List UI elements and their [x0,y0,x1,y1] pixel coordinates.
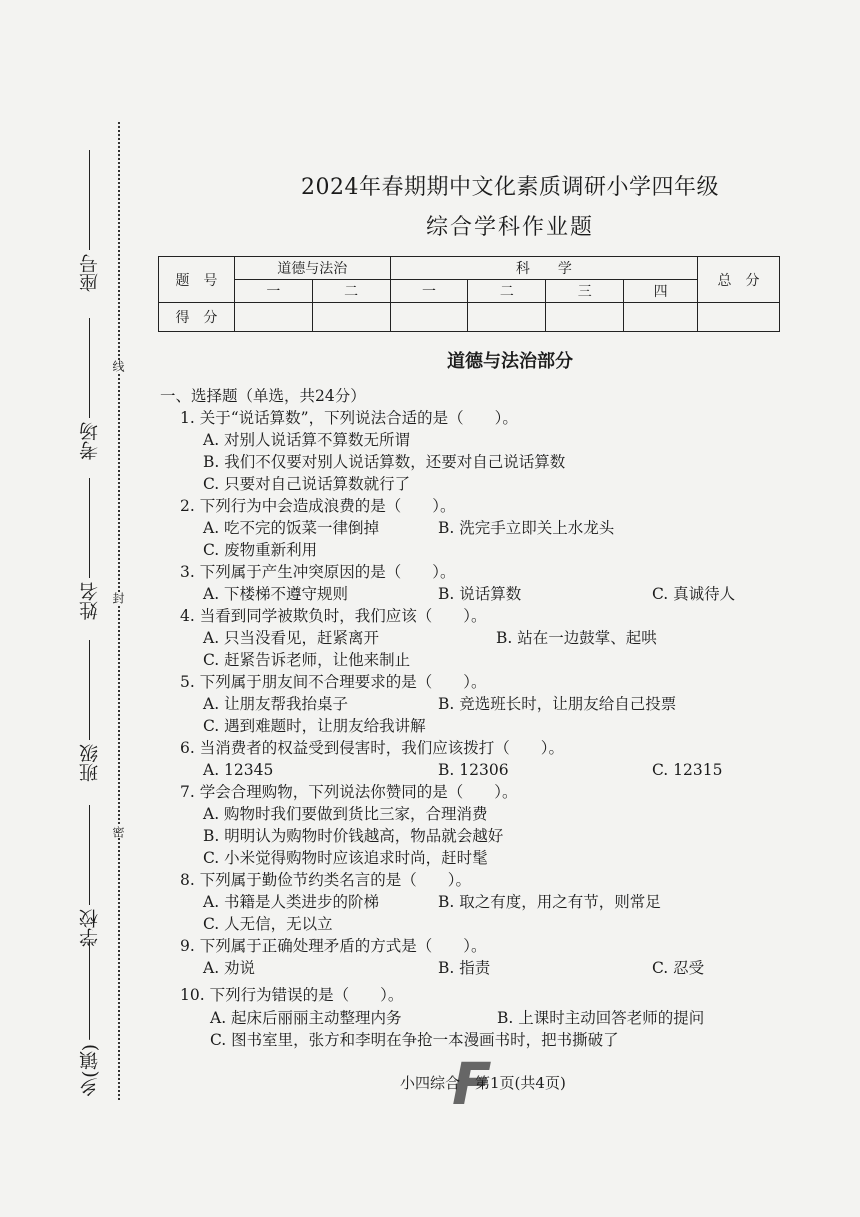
score-table-moral-col: 二 [312,280,390,303]
option-a: A. 购物时我们要做到货比三家，合理消费 [203,805,488,823]
score-table [158,256,780,332]
name-blank[interactable] [90,478,91,578]
question-stem: 5. 下列属于朋友间不合理要求的是（ ）。 [180,673,487,691]
option-b: B. 指责 [438,959,491,977]
option-c: C. 人无信，无以立 [203,915,333,933]
page-footer: 小四综合 第1页(共4页) [400,1074,566,1092]
score-table-number-label: 题 号 [159,257,235,303]
option-b: B. 洗完手立即关上水龙头 [438,519,615,537]
score-table-moral-header: 道德与法治 [234,257,390,280]
score-table-science-col: 三 [546,280,624,303]
question-stem: 10. 下列行为错误的是（ ）。 [180,986,404,1004]
score-cell-science-1[interactable] [390,303,468,332]
question-stem: 9. 下列属于正确处理矛盾的方式是（ ）。 [180,937,487,955]
question-stem: 3. 下列属于产生冲突原因的是（ ）。 [180,563,456,581]
option-b: B. 说话算数 [438,585,522,603]
part-heading: 一、选择题（单选，共24分） [160,387,366,405]
option-a: A. 下楼梯不遵守规则 [203,585,349,603]
option-c: C. 真诚待人 [652,585,736,603]
score-table-science-col: 四 [624,280,698,303]
seat-field [76,150,103,292]
option-c: C. 赶紧告诉老师，让他来制止 [203,651,411,669]
question-stem: 4. 当看到同学被欺负时，我们应该（ ）。 [180,607,487,625]
question-stem: 7. 学会合理购物，下列说法你赞同的是（ ）。 [180,783,518,801]
school-blank[interactable] [90,805,91,905]
stamp-letter: F [452,1050,492,1118]
option-b: B. 12306 [438,761,509,779]
binding-mark-seal: 封 [111,592,125,604]
option-a: A. 对别人说话算不算数无所谓 [203,431,411,449]
class-field [76,640,103,782]
option-a: A. 吃不完的饭菜一律倒掉 [203,519,380,537]
option-b: B. 取之有度，用之有节，则常足 [438,893,661,911]
option-b: B. 站在一边鼓掌、起哄 [496,629,657,647]
score-cell-moral-2[interactable] [312,303,390,332]
option-c: C. 遇到难题时，让朋友给我讲解 [203,717,426,735]
binding-mark-line: 线 [111,360,125,372]
score-cell-science-4[interactable] [624,303,698,332]
score-cell-science-2[interactable] [468,303,546,332]
question-stem: 8. 下列属于勤俭节约类名言的是（ ）。 [180,871,471,889]
option-a: A. 12345 [203,761,274,779]
exam-room-blank[interactable] [90,318,91,418]
option-b: B. 竞选班长时，让朋友给自己投票 [438,695,677,713]
score-table-science-col: 一 [390,280,468,303]
option-c: C. 废物重新利用 [203,541,318,559]
township-label: 乡(镇) [79,1044,101,1097]
option-c: C. 图书室里，张方和李明在争抢一本漫画书时，把书撕破了 [210,1031,619,1049]
question-stem: 2. 下列行为中会造成浪费的是（ ）。 [180,497,456,515]
name-field [76,478,103,620]
school-field [76,805,103,947]
option-c: C. 12315 [652,761,723,779]
option-b: B. 上课时主动回答老师的提问 [497,1009,705,1027]
school-label: 学校 [79,909,101,947]
option-a: A. 劝说 [203,959,256,977]
class-label: 班级 [79,744,101,782]
exam-subtitle: 综合学科作业题 [425,215,594,240]
option-a: A. 书籍是人类进步的阶梯 [203,893,380,911]
binding-dotted-line [118,122,120,1100]
option-c: C. 只要对自己说话算数就行了 [203,475,411,493]
option-c: C. 小米觉得购物时应该追求时尚，赶时髦 [203,849,488,867]
score-cell-total[interactable] [698,303,780,332]
section-title: 道德与法治部分 [447,351,573,372]
question-stem: 6. 当消费者的权益受到侵害时，我们应该拨打（ ）。 [180,739,564,757]
seat-label: 座号 [79,254,101,292]
exam-title: 2024年春期期中文化素质调研小学四年级 [301,175,719,200]
score-table-total-header: 总 分 [698,257,780,303]
class-blank[interactable] [90,640,91,740]
option-b: B. 明明认为购物时价钱越高，物品就会越好 [203,827,504,845]
option-a: A. 让朋友帮我抬桌子 [203,695,349,713]
score-cell-moral-1[interactable] [234,303,312,332]
score-cell-science-3[interactable] [546,303,624,332]
score-table-moral-col: 一 [234,280,312,303]
exam-room-field [76,318,103,460]
binding-mark-secret: 密 [111,826,125,838]
seat-blank[interactable] [90,150,91,250]
township-field [76,940,103,1097]
name-label: 姓名 [79,582,101,620]
township-blank[interactable] [90,940,91,1040]
option-a: A. 只当没看见，赶紧离开 [203,629,380,647]
option-c: C. 忍受 [652,959,705,977]
question-stem: 1. 关于“说话算数”，下列说法合适的是（ ）。 [180,409,518,427]
option-a: A. 起床后丽丽主动整理内务 [210,1009,402,1027]
option-b: B. 我们不仅要对别人说话算数，还要对自己说话算数 [203,453,566,471]
score-table-score-label: 得 分 [159,303,235,332]
exam-room-label: 考场 [79,422,101,460]
score-table-science-header: 科 学 [390,257,697,280]
score-table-science-col: 二 [468,280,546,303]
